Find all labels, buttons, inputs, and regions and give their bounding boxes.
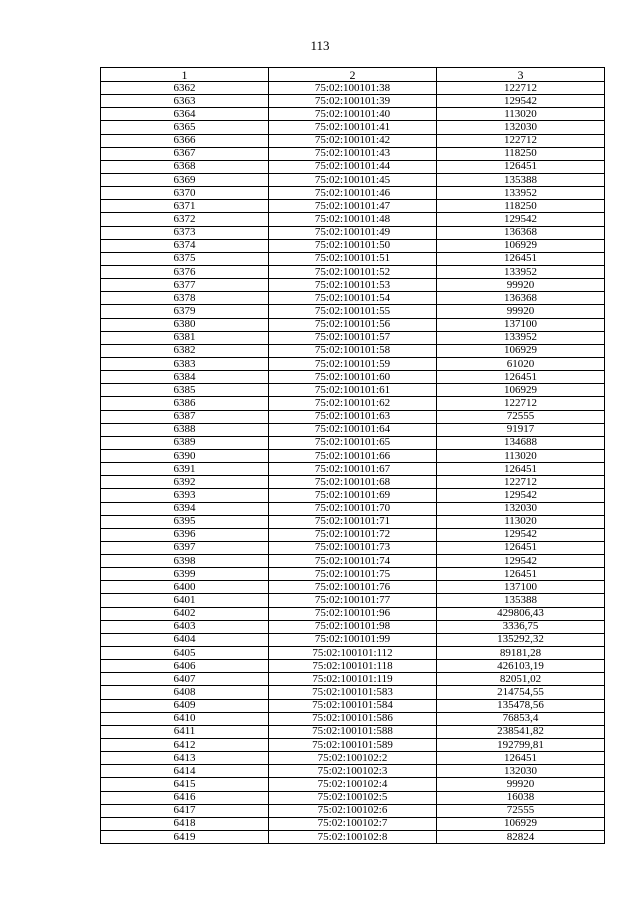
cadastral-number-cell: 75:02:100101:588	[269, 725, 437, 738]
row-number-cell: 6372	[101, 213, 269, 226]
table-row	[101, 279, 605, 292]
row-number-cell: 6400	[101, 581, 269, 594]
row-number-cell: 6393	[101, 489, 269, 502]
row-number-cell: 6418	[101, 817, 269, 830]
row-number-cell: 6406	[101, 660, 269, 673]
cadastral-number-cell: 75:02:100101:41	[269, 121, 437, 134]
cadastral-number-cell: 75:02:100101:62	[269, 397, 437, 410]
table-row	[101, 541, 605, 554]
cadastral-number-cell: 75:02:100101:58	[269, 344, 437, 357]
value-cell: 133952	[437, 331, 605, 344]
table-row	[101, 331, 605, 344]
cadastral-number-cell: 75:02:100101:63	[269, 410, 437, 423]
data-table	[100, 67, 605, 844]
table-row	[101, 752, 605, 765]
value-cell: 126451	[437, 568, 605, 581]
table-row	[101, 265, 605, 278]
value-cell: 61020	[437, 357, 605, 370]
value-cell: 3336,75	[437, 620, 605, 633]
value-cell: 99920	[437, 305, 605, 318]
value-cell: 132030	[437, 502, 605, 515]
value-cell: 118250	[437, 200, 605, 213]
cadastral-number-cell: 75:02:100101:118	[269, 660, 437, 673]
cadastral-number-cell: 75:02:100101:48	[269, 213, 437, 226]
row-number-cell: 6377	[101, 279, 269, 292]
row-number-cell: 6398	[101, 555, 269, 568]
value-cell: 122712	[437, 134, 605, 147]
value-cell: 126451	[437, 752, 605, 765]
cadastral-number-cell: 75:02:100101:49	[269, 226, 437, 239]
value-cell: 99920	[437, 778, 605, 791]
table-row	[101, 108, 605, 121]
value-cell: 106929	[437, 817, 605, 830]
cadastral-number-cell: 75:02:100102:3	[269, 765, 437, 778]
cadastral-number-cell: 75:02:100101:60	[269, 371, 437, 384]
table-row	[101, 528, 605, 541]
cadastral-number-cell: 75:02:100102:6	[269, 804, 437, 817]
cadastral-number-cell: 75:02:100101:112	[269, 647, 437, 660]
row-number-cell: 6387	[101, 410, 269, 423]
cadastral-number-cell: 75:02:100101:583	[269, 686, 437, 699]
value-cell: 129542	[437, 489, 605, 502]
cadastral-number-cell: 75:02:100101:55	[269, 305, 437, 318]
cadastral-number-cell: 75:02:100101:56	[269, 318, 437, 331]
row-number-cell: 6412	[101, 739, 269, 752]
table-row	[101, 305, 605, 318]
table-row	[101, 476, 605, 489]
value-cell: 113020	[437, 515, 605, 528]
cadastral-number-cell: 75:02:100101:66	[269, 449, 437, 462]
value-cell: 134688	[437, 436, 605, 449]
cadastral-number-cell: 75:02:100101:44	[269, 160, 437, 173]
cadastral-number-cell: 75:02:100101:50	[269, 239, 437, 252]
row-number-cell: 6414	[101, 765, 269, 778]
row-number-cell: 6389	[101, 436, 269, 449]
table-row	[101, 384, 605, 397]
table-row	[101, 82, 605, 95]
value-cell: 122712	[437, 397, 605, 410]
row-number-cell: 6388	[101, 423, 269, 436]
row-number-cell: 6392	[101, 476, 269, 489]
cadastral-number-cell: 75:02:100101:74	[269, 555, 437, 568]
value-cell: 129542	[437, 95, 605, 108]
value-cell: 132030	[437, 765, 605, 778]
table-row	[101, 239, 605, 252]
value-cell: 126451	[437, 463, 605, 476]
value-cell: 133952	[437, 187, 605, 200]
cadastral-number-cell: 75:02:100101:38	[269, 82, 437, 95]
row-number-cell: 6370	[101, 187, 269, 200]
row-number-cell: 6405	[101, 647, 269, 660]
row-number-cell: 6383	[101, 357, 269, 370]
table-row	[101, 725, 605, 738]
cadastral-number-cell: 75:02:100102:2	[269, 752, 437, 765]
value-cell: 135478,56	[437, 699, 605, 712]
cadastral-number-cell: 75:02:100101:70	[269, 502, 437, 515]
row-number-cell: 6376	[101, 265, 269, 278]
value-cell: 113020	[437, 449, 605, 462]
table-row	[101, 594, 605, 607]
row-number-cell: 6407	[101, 673, 269, 686]
table-row	[101, 831, 605, 844]
cadastral-number-cell: 75:02:100101:57	[269, 331, 437, 344]
cadastral-number-cell: 75:02:100101:47	[269, 200, 437, 213]
row-number-cell: 6403	[101, 620, 269, 633]
value-cell: 129542	[437, 555, 605, 568]
cadastral-number-cell: 75:02:100101:65	[269, 436, 437, 449]
table-row	[101, 371, 605, 384]
row-number-cell: 6380	[101, 318, 269, 331]
table-row	[101, 292, 605, 305]
value-cell: 72555	[437, 410, 605, 423]
column-header-3: 3	[437, 68, 605, 82]
value-cell: 129542	[437, 528, 605, 541]
table-row	[101, 647, 605, 660]
value-cell: 118250	[437, 147, 605, 160]
value-cell: 429806,43	[437, 607, 605, 620]
value-cell: 106929	[437, 344, 605, 357]
row-number-cell: 6390	[101, 449, 269, 462]
value-cell: 91917	[437, 423, 605, 436]
value-cell: 192799,81	[437, 739, 605, 752]
table-row	[101, 95, 605, 108]
value-cell: 126451	[437, 252, 605, 265]
row-number-cell: 6364	[101, 108, 269, 121]
value-cell: 135292,32	[437, 633, 605, 646]
table-row	[101, 581, 605, 594]
value-cell: 126451	[437, 160, 605, 173]
table-row	[101, 357, 605, 370]
value-cell: 106929	[437, 384, 605, 397]
row-number-cell: 6411	[101, 725, 269, 738]
table-row	[101, 344, 605, 357]
table-row	[101, 673, 605, 686]
value-cell: 76853,4	[437, 712, 605, 725]
row-number-cell: 6419	[101, 831, 269, 844]
cadastral-number-cell: 75:02:100102:7	[269, 817, 437, 830]
cadastral-number-cell: 75:02:100101:71	[269, 515, 437, 528]
value-cell: 426103,19	[437, 660, 605, 673]
cadastral-number-cell: 75:02:100101:69	[269, 489, 437, 502]
row-number-cell: 6410	[101, 712, 269, 725]
row-number-cell: 6374	[101, 239, 269, 252]
row-number-cell: 6397	[101, 541, 269, 554]
value-cell: 126451	[437, 371, 605, 384]
table-row	[101, 686, 605, 699]
cadastral-number-cell: 75:02:100101:119	[269, 673, 437, 686]
value-cell: 133952	[437, 265, 605, 278]
table-row	[101, 489, 605, 502]
row-number-cell: 6413	[101, 752, 269, 765]
row-number-cell: 6395	[101, 515, 269, 528]
row-number-cell: 6409	[101, 699, 269, 712]
cadastral-number-cell: 75:02:100101:584	[269, 699, 437, 712]
row-number-cell: 6382	[101, 344, 269, 357]
cadastral-number-cell: 75:02:100101:64	[269, 423, 437, 436]
cadastral-number-cell: 75:02:100101:72	[269, 528, 437, 541]
table-row	[101, 397, 605, 410]
table-row	[101, 791, 605, 804]
cadastral-number-cell: 75:02:100102:4	[269, 778, 437, 791]
value-cell: 89181,28	[437, 647, 605, 660]
cadastral-number-cell: 75:02:100101:96	[269, 607, 437, 620]
row-number-cell: 6386	[101, 397, 269, 410]
cadastral-number-cell: 75:02:100102:8	[269, 831, 437, 844]
value-cell: 106929	[437, 239, 605, 252]
row-number-cell: 6363	[101, 95, 269, 108]
cadastral-number-cell: 75:02:100101:77	[269, 594, 437, 607]
value-cell: 238541,82	[437, 725, 605, 738]
row-number-cell: 6404	[101, 633, 269, 646]
row-number-cell: 6402	[101, 607, 269, 620]
cadastral-number-cell: 75:02:100101:586	[269, 712, 437, 725]
table-row	[101, 633, 605, 646]
value-cell: 137100	[437, 318, 605, 331]
cadastral-number-cell: 75:02:100101:54	[269, 292, 437, 305]
column-header-2: 2	[269, 68, 437, 82]
cadastral-number-cell: 75:02:100101:61	[269, 384, 437, 397]
page-number: 113	[310, 38, 330, 53]
table-row	[101, 318, 605, 331]
table-row	[101, 173, 605, 186]
cadastral-number-cell: 75:02:100101:53	[269, 279, 437, 292]
table-row	[101, 213, 605, 226]
table-row	[101, 160, 605, 173]
value-cell: 82051,02	[437, 673, 605, 686]
row-number-cell: 6415	[101, 778, 269, 791]
cadastral-number-cell: 75:02:100101:51	[269, 252, 437, 265]
row-number-cell: 6375	[101, 252, 269, 265]
cadastral-number-cell: 75:02:100101:68	[269, 476, 437, 489]
table-row	[101, 607, 605, 620]
table-row	[101, 252, 605, 265]
row-number-cell: 6417	[101, 804, 269, 817]
value-cell: 136368	[437, 292, 605, 305]
table-row	[101, 147, 605, 160]
row-number-cell: 6379	[101, 305, 269, 318]
cadastral-number-cell: 75:02:100101:45	[269, 173, 437, 186]
row-number-cell: 6408	[101, 686, 269, 699]
table-row	[101, 660, 605, 673]
cadastral-number-cell: 75:02:100102:5	[269, 791, 437, 804]
cadastral-number-cell: 75:02:100101:67	[269, 463, 437, 476]
table-row	[101, 200, 605, 213]
value-cell: 126451	[437, 541, 605, 554]
cadastral-number-cell: 75:02:100101:46	[269, 187, 437, 200]
row-number-cell: 6368	[101, 160, 269, 173]
table-body	[101, 82, 605, 844]
cadastral-number-cell: 75:02:100101:98	[269, 620, 437, 633]
column-header-1: 1	[101, 68, 269, 82]
table-row	[101, 187, 605, 200]
table-row	[101, 463, 605, 476]
cadastral-number-cell: 75:02:100101:43	[269, 147, 437, 160]
value-cell: 129542	[437, 213, 605, 226]
row-number-cell: 6371	[101, 200, 269, 213]
table-row	[101, 568, 605, 581]
row-number-cell: 6384	[101, 371, 269, 384]
table-row	[101, 765, 605, 778]
row-number-cell: 6373	[101, 226, 269, 239]
row-number-cell: 6381	[101, 331, 269, 344]
row-number-cell: 6362	[101, 82, 269, 95]
row-number-cell: 6394	[101, 502, 269, 515]
row-number-cell: 6385	[101, 384, 269, 397]
value-cell: 113020	[437, 108, 605, 121]
cadastral-number-cell: 75:02:100101:52	[269, 265, 437, 278]
table-row	[101, 712, 605, 725]
cadastral-number-cell: 75:02:100101:76	[269, 581, 437, 594]
row-number-cell: 6369	[101, 173, 269, 186]
row-number-cell: 6399	[101, 568, 269, 581]
value-cell: 132030	[437, 121, 605, 134]
cadastral-number-cell: 75:02:100101:42	[269, 134, 437, 147]
value-cell: 82824	[437, 831, 605, 844]
table-row	[101, 620, 605, 633]
value-cell: 99920	[437, 279, 605, 292]
table-row	[101, 423, 605, 436]
table-row	[101, 449, 605, 462]
value-cell: 135388	[437, 173, 605, 186]
table-row	[101, 436, 605, 449]
table-row	[101, 226, 605, 239]
table-row	[101, 410, 605, 423]
value-cell: 214754,55	[437, 686, 605, 699]
cadastral-number-cell: 75:02:100101:73	[269, 541, 437, 554]
value-cell: 122712	[437, 82, 605, 95]
cadastral-number-cell: 75:02:100101:59	[269, 357, 437, 370]
row-number-cell: 6366	[101, 134, 269, 147]
row-number-cell: 6396	[101, 528, 269, 541]
table-row	[101, 515, 605, 528]
table-header-row	[101, 68, 605, 82]
table-row	[101, 804, 605, 817]
cadastral-number-cell: 75:02:100101:75	[269, 568, 437, 581]
table-row	[101, 555, 605, 568]
row-number-cell: 6416	[101, 791, 269, 804]
value-cell: 16038	[437, 791, 605, 804]
table-row	[101, 502, 605, 515]
row-number-cell: 6367	[101, 147, 269, 160]
value-cell: 122712	[437, 476, 605, 489]
table-row	[101, 739, 605, 752]
row-number-cell: 6391	[101, 463, 269, 476]
cadastral-number-cell: 75:02:100101:39	[269, 95, 437, 108]
table-row	[101, 121, 605, 134]
table-row	[101, 778, 605, 791]
table-row	[101, 699, 605, 712]
table-row	[101, 134, 605, 147]
row-number-cell: 6365	[101, 121, 269, 134]
cadastral-number-cell: 75:02:100101:589	[269, 739, 437, 752]
value-cell: 137100	[437, 581, 605, 594]
row-number-cell: 6401	[101, 594, 269, 607]
value-cell: 136368	[437, 226, 605, 239]
cadastral-number-cell: 75:02:100101:40	[269, 108, 437, 121]
value-cell: 72555	[437, 804, 605, 817]
cadastral-number-cell: 75:02:100101:99	[269, 633, 437, 646]
row-number-cell: 6378	[101, 292, 269, 305]
value-cell: 135388	[437, 594, 605, 607]
table-row	[101, 817, 605, 830]
